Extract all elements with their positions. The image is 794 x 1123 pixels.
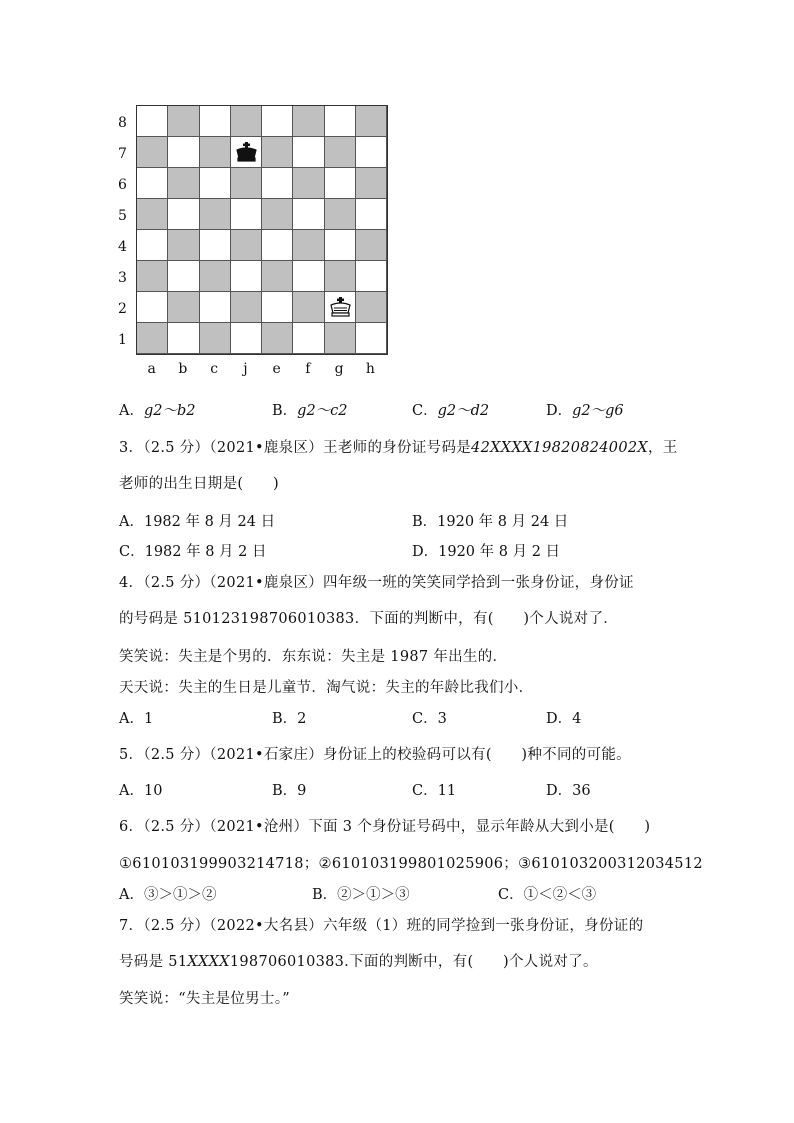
rank-label: 3 — [118, 270, 127, 286]
option-a: A．1 — [119, 711, 154, 727]
square-j3 — [231, 261, 262, 292]
square-a1 — [137, 323, 168, 354]
question-7-line-1: 7．（2.5 分）（2022•大名县）六年级（1）班的同学捡到一张身份证，身份证的 — [119, 918, 644, 934]
question-3-line-1 — [119, 436, 678, 457]
option-value: g2～g6 — [572, 403, 624, 419]
option-d: D．4 — [546, 711, 582, 727]
option-b: B．9 — [272, 783, 307, 799]
question-3-line-2: 老师的出生日期是( ) — [119, 476, 279, 492]
option-value: g2～d2 — [437, 403, 490, 419]
option-a: A．10 — [119, 783, 163, 799]
square-c8 — [200, 106, 231, 137]
square-j5 — [231, 199, 262, 230]
square-h8 — [356, 106, 387, 137]
option-value: g2～c2 — [297, 403, 348, 419]
square-j6 — [231, 168, 262, 199]
square-c5 — [200, 199, 231, 230]
black-king-icon — [234, 141, 259, 164]
square-f2 — [293, 292, 324, 323]
file-label: j — [243, 361, 248, 377]
square-a2 — [137, 292, 168, 323]
square-b3 — [168, 261, 199, 292]
square-g5 — [325, 199, 356, 230]
square-c4 — [200, 230, 231, 261]
option-b — [272, 399, 348, 420]
question-5-line-1: 5．（2.5 分）（2021•石家庄）身份证上的校验码可以有( )种不同的可能。 — [119, 747, 631, 763]
square-j7 — [231, 137, 262, 168]
square-j2 — [231, 292, 262, 323]
question-4-line-4: 天天说：失主的生日是儿童节．淘气说：失主的年龄比我们小． — [119, 680, 534, 696]
text-segment: ，王 — [648, 440, 678, 456]
square-f7 — [293, 137, 324, 168]
file-label: e — [272, 361, 281, 377]
square-f8 — [293, 106, 324, 137]
file-label: h — [365, 361, 375, 377]
square-b7 — [168, 137, 199, 168]
option-letter: A． — [119, 403, 144, 419]
option-b: B．1920 年 8 月 24 日 — [412, 514, 569, 530]
option-letter: C． — [412, 403, 438, 419]
option-letter: B． — [272, 403, 298, 419]
square-g4 — [325, 230, 356, 261]
option-c — [412, 399, 489, 420]
square-e2 — [262, 292, 293, 323]
square-c1 — [200, 323, 231, 354]
square-f4 — [293, 230, 324, 261]
square-h6 — [356, 168, 387, 199]
square-c7 — [200, 137, 231, 168]
square-h1 — [356, 323, 387, 354]
square-b1 — [168, 323, 199, 354]
question-7-line-3: 笑笑说：“失主是位男士。” — [119, 991, 290, 1007]
square-c2 — [200, 292, 231, 323]
rank-label: 2 — [118, 301, 127, 317]
square-f1 — [293, 323, 324, 354]
text-segment: 号码是 51 — [119, 954, 188, 970]
square-a5 — [137, 199, 168, 230]
option-d: D．1920 年 8 月 2 日 — [412, 544, 561, 560]
square-e3 — [262, 261, 293, 292]
square-a6 — [137, 168, 168, 199]
square-c6 — [200, 168, 231, 199]
square-f6 — [293, 168, 324, 199]
option-c: C．3 — [412, 711, 447, 727]
square-b6 — [168, 168, 199, 199]
rank-label: 7 — [118, 146, 127, 162]
option-b: B．②＞①＞③ — [312, 887, 410, 903]
square-f5 — [293, 199, 324, 230]
rank-label: 5 — [118, 208, 127, 224]
option-value: g2～b2 — [143, 403, 196, 419]
square-g8 — [325, 106, 356, 137]
square-g1 — [325, 323, 356, 354]
option-b: B．2 — [272, 711, 307, 727]
square-a4 — [137, 230, 168, 261]
square-c3 — [200, 261, 231, 292]
id-number: 42XXXX19820824002X — [471, 440, 648, 456]
square-j4 — [231, 230, 262, 261]
square-a3 — [137, 261, 168, 292]
option-a: A．③＞①＞② — [119, 887, 217, 903]
option-c: C．11 — [412, 783, 457, 799]
file-label: a — [147, 361, 156, 377]
square-e8 — [262, 106, 293, 137]
square-h3 — [356, 261, 387, 292]
option-c: C．1982 年 8 月 2 日 — [119, 544, 267, 560]
text-segment: 3．（2.5 分）（2021•鹿泉区）王老师的身份证号码是 — [119, 440, 472, 456]
white-king-icon — [328, 296, 353, 319]
file-label: g — [334, 361, 344, 377]
file-label: b — [178, 361, 188, 377]
square-g3 — [325, 261, 356, 292]
square-a8 — [137, 106, 168, 137]
rank-label: 8 — [118, 115, 127, 131]
file-label: c — [210, 361, 219, 377]
question-6-line-2: ①610103199903214718；②610103199801025906；③610103200312034512 — [119, 856, 703, 872]
text-segment: 198706010383.下面的判断中，有( )个人说对了。 — [229, 954, 598, 970]
square-h5 — [356, 199, 387, 230]
square-e7 — [262, 137, 293, 168]
square-b5 — [168, 199, 199, 230]
square-e5 — [262, 199, 293, 230]
option-a — [119, 399, 196, 420]
square-a7 — [137, 137, 168, 168]
option-d: D．36 — [546, 783, 591, 799]
square-e6 — [262, 168, 293, 199]
square-j1 — [231, 323, 262, 354]
square-h2 — [356, 292, 387, 323]
square-b4 — [168, 230, 199, 261]
question-4-line-2: 的号码是 510123198706010383．下面的判断中，有( )个人说对了． — [119, 611, 619, 627]
square-h7 — [356, 137, 387, 168]
id-number: XXXX — [187, 954, 230, 970]
square-g6 — [325, 168, 356, 199]
rank-label: 4 — [118, 239, 127, 255]
option-c: C．①＜②＜③ — [498, 887, 597, 903]
question-4-line-3: 笑笑说：失主是个男的．东东说：失主是 1987 年出生的． — [119, 649, 508, 665]
rank-label: 6 — [118, 177, 127, 193]
square-e4 — [262, 230, 293, 261]
question-7-line-2 — [119, 950, 598, 971]
square-g7 — [325, 137, 356, 168]
square-b8 — [168, 106, 199, 137]
chess-board — [136, 105, 388, 355]
square-j8 — [231, 106, 262, 137]
question-6-line-1: 6．（2.5 分）（2021•沧州）下面 3 个身份证号码中，显示年龄从大到小是( ) — [119, 819, 651, 835]
square-h4 — [356, 230, 387, 261]
option-a: A．1982 年 8 月 24 日 — [119, 514, 276, 530]
file-labels — [136, 361, 386, 381]
option-letter: D． — [546, 403, 573, 419]
square-b2 — [168, 292, 199, 323]
square-e1 — [262, 323, 293, 354]
question-4-line-1: 4．（2.5 分）（2021•鹿泉区）四年级一班的笑笑同学拾到一张身份证，身份证 — [119, 575, 634, 591]
square-f3 — [293, 261, 324, 292]
file-label: f — [305, 361, 311, 377]
rank-label: 1 — [118, 332, 127, 348]
square-g2 — [325, 292, 356, 323]
option-d — [546, 399, 624, 420]
